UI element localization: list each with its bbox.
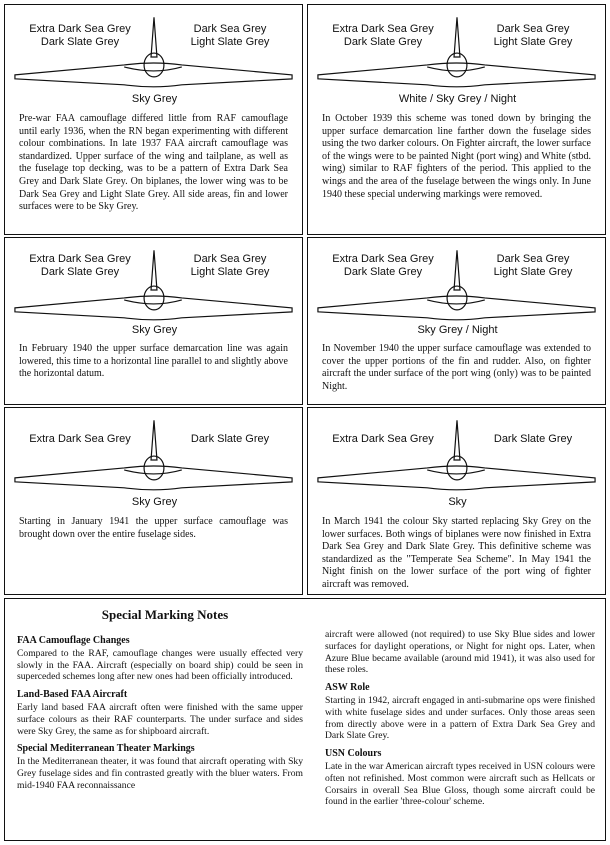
- note-text: Late in the war American aircraft types received in USN colours were often not refinished. Most common were aircraft such as Hellcats or Corsairs in overall Sea Blue Gloss, though some aircraft could be found in the earlier 'three-colour' scheme.: [325, 760, 595, 808]
- right-bottom-colour-label: Light Slate Grey: [190, 36, 270, 48]
- notes-title: Special Marking Notes: [101, 607, 229, 622]
- right-bottom-colour-label: Light Slate Grey: [493, 36, 573, 48]
- note-text: Starting in 1942, aircraft engaged in anti-submarine ops were finished with white fuselage sides and under surfaces. Only those areas seen from directly above were in a pattern of Extra Dark Sea Grey and Dark Slate Grey.: [325, 694, 595, 742]
- left-bottom-colour-label: Dark Slate Grey: [343, 266, 423, 278]
- left-bottom-colour-label: Dark Slate Grey: [343, 36, 423, 48]
- note-heading: ASW Role: [325, 682, 370, 694]
- underside-colour-label: White / Sky Grey / Night: [398, 93, 517, 105]
- right-top-colour-label: Dark Slate Grey: [190, 433, 270, 445]
- right-bottom-colour-label: Light Slate Grey: [190, 266, 270, 278]
- scheme-panel-4: [307, 237, 606, 405]
- scheme-panel-2: [307, 4, 606, 235]
- notes-left-column: [17, 629, 303, 792]
- left-top-colour-label: Extra Dark Sea Grey: [29, 433, 131, 445]
- special-marking-notes: [4, 598, 606, 841]
- right-top-colour-label: Dark Sea Grey: [193, 23, 267, 35]
- right-top-colour-label: Dark Sea Grey: [193, 253, 267, 265]
- note-text: Compared to the RAF, camouflage changes were usually effected very slowly in the FAA. Aircraft (especially on board ship) could be seen in superceded schemes long after new ones had been officially introduced.: [17, 647, 303, 683]
- note-heading: FAA Camouflage Changes: [17, 635, 130, 646]
- right-top-colour-label: Dark Slate Grey: [493, 433, 573, 445]
- left-top-colour-label: Extra Dark Sea Grey: [29, 23, 131, 35]
- left-top-colour-label: Extra Dark Sea Grey: [332, 253, 434, 265]
- scheme-description: Pre-war FAA camouflage differed little from RAF camouflage until early 1936, when the RN began experimenting with different colour combinations. In late 1937 FAA aircraft camouflage was standardized. Upper surface of the wing and tailplane, as well as the fuselage top decking, was to be a pattern of Extra Dark Sea Grey and Dark Slate Grey. On biplanes, the lower wing was to be Dark Sea Grey and Light Slate Grey. All side areas, fin and lower surfaces were to be Sky Grey.: [19, 113, 288, 213]
- note-heading: USN Colours: [325, 748, 382, 760]
- right-top-colour-label: Dark Sea Grey: [496, 23, 570, 35]
- notes-right-column: [325, 629, 595, 808]
- right-bottom-colour-label: Light Slate Grey: [493, 266, 573, 278]
- underside-colour-label: Sky Grey: [131, 324, 178, 336]
- scheme-description: In March 1941 the colour Sky started replacing Sky Grey on the lower surfaces. Both wings of biplanes were now finished in Extra Dark Sea Grey and Dark Slate Grey. This definitive scheme was standardized as the "Temperate Sea Scheme". In May 1941 the Night finish on the lower surface of the port wing of fighter aircraft was removed.: [322, 516, 591, 590]
- left-top-colour-label: Extra Dark Sea Grey: [332, 433, 434, 445]
- underside-colour-label: Sky Grey / Night: [417, 324, 498, 336]
- scheme-panel-6: [307, 407, 606, 595]
- scheme-panel-3: [4, 237, 303, 405]
- scheme-description: In November 1940 the upper surface camouflage was extended to cover the upper portions of the fin and rudder. Also, on fighter aircraft the under surface of the port wing (only) was to be painted Night.: [322, 343, 591, 392]
- scheme-description: Starting in January 1941 the upper surface camouflage was brought down over the entire fuselage sides.: [19, 516, 288, 540]
- right-top-colour-label: Dark Sea Grey: [496, 253, 570, 265]
- underside-colour-label: Sky Grey: [131, 496, 178, 508]
- note-continuation-text: aircraft were allowed (not required) to use Sky Blue sides and lower surfaces for daylight operations, or Night for night ops. Later, when Azure Blue became available (around mid 1941), it was also used for these roles.: [325, 629, 595, 676]
- left-bottom-colour-label: Dark Slate Grey: [40, 266, 120, 278]
- scheme-description: In February 1940 the upper surface demarcation line was again lowered, this time to a horizontal line parallel to and slightly above the horizontal datum.: [19, 343, 288, 380]
- left-bottom-colour-label: Dark Slate Grey: [40, 36, 120, 48]
- note-heading: Land-Based FAA Aircraft: [17, 689, 128, 701]
- scheme-description: In October 1939 this scheme was toned down by bringing the upper surface demarcation line farther down the fuselage sides using the two darker colours. On Fighter aircraft, the lower surface of the wings were to be painted Night (port wing) and White (stbd. wing) similar to RAF fighters of the period. This applied to the wings and the area of the fuselage between the wings only. In June 1940 these special underwing markings were removed.: [322, 113, 591, 200]
- note-heading: Special Mediterranean Theater Markings: [17, 743, 195, 755]
- left-top-colour-label: Extra Dark Sea Grey: [29, 253, 131, 265]
- left-top-colour-label: Extra Dark Sea Grey: [332, 23, 434, 35]
- note-text: In the Mediterranean theater, it was found that aircraft operating with Sky Grey fuselage sides and fin contrasted greatly with the bluer waters. From mid-1940 FAA reconnaissance: [17, 756, 303, 791]
- underside-colour-label: Sky: [448, 496, 467, 508]
- underside-colour-label: Sky Grey: [131, 93, 178, 105]
- note-text: Early land based FAA aircraft often were finished with the same upper surface colours as their RAF counterparts. The under surface and sides were Sky Grey, the same as for shipboard aircraft.: [17, 701, 303, 737]
- scheme-panel-5: [4, 407, 303, 595]
- scheme-panel-1: [4, 4, 303, 235]
